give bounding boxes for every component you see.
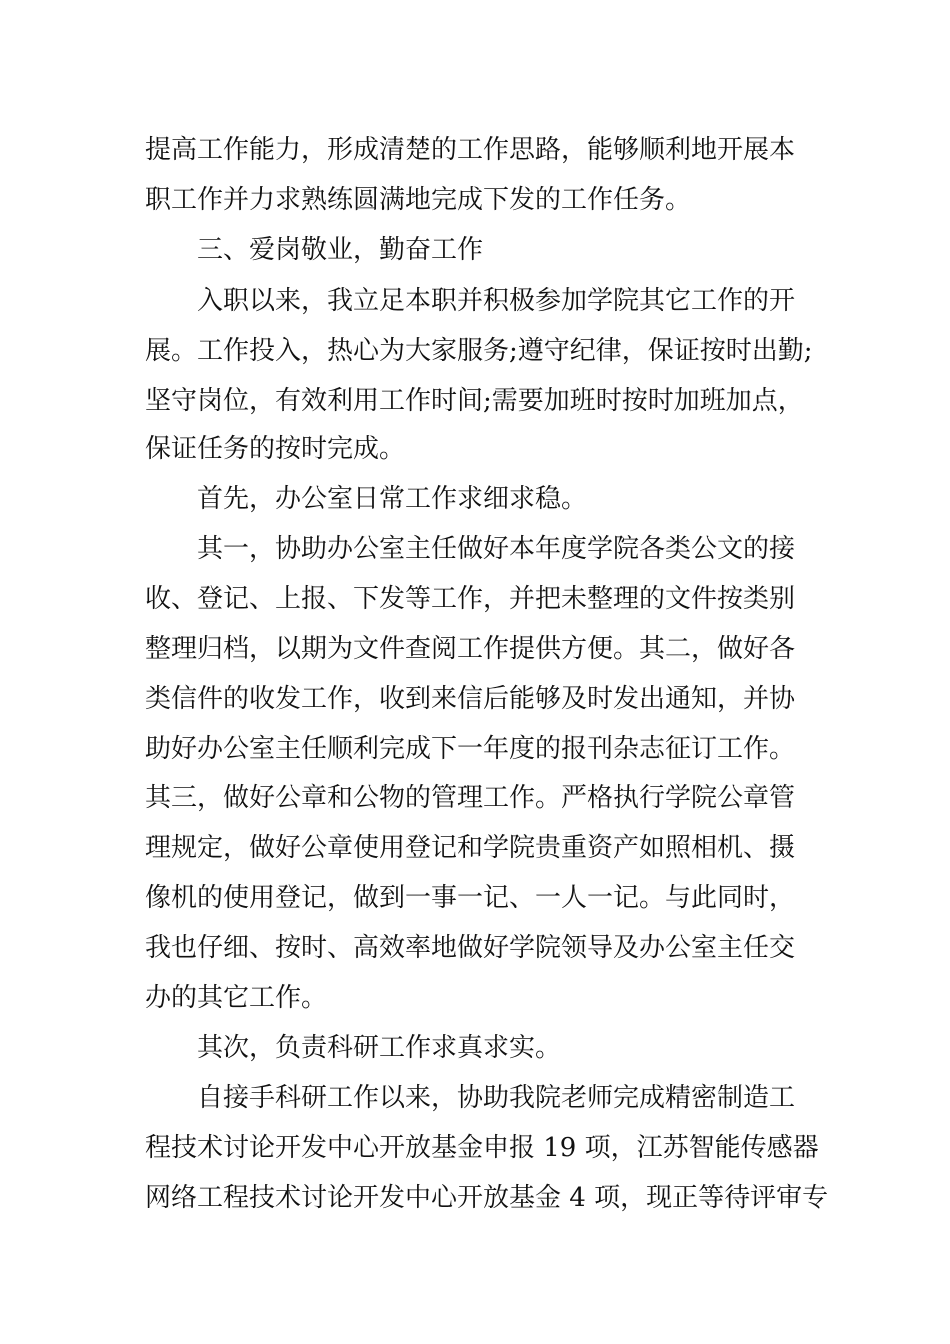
text-line-1: 提高工作能力，形成清楚的工作思路，能够顺利地开展本 xyxy=(145,135,796,165)
text-line-13: 助好办公室主任顺利完成下一年度的报刊杂志征订工作。 xyxy=(145,734,796,764)
text-line-5: 展。工作投入，热心为大家服务;遵守纪律，保证按时出勤; xyxy=(145,336,813,366)
text-line-20: 自接手科研工作以来，协助我院老师完成精密制造工 xyxy=(197,1083,796,1113)
text-line-4: 入职以来，我立足本职并积极参加学院其它工作的开 xyxy=(197,286,796,316)
text-line-6: 坚守岗位，有效利用工作时间;需要加班时按时加班加点， xyxy=(145,386,804,416)
text-line-22: 网络工程技术讨论开发中心开放基金 4 项，现正等待评审专 xyxy=(145,1183,829,1213)
section-heading: 三、爱岗敬业，勤奋工作 xyxy=(197,235,484,265)
text-line-21: 程技术讨论开发中心开放基金申报 19 项，江苏智能传感器 xyxy=(145,1133,819,1163)
text-line-18: 办的其它工作。 xyxy=(145,983,328,1013)
text-line-17: 我也仔细、按时、高效率地做好学院领导及办公室主任交 xyxy=(145,933,796,963)
text-line-7: 保证任务的按时完成。 xyxy=(145,434,406,464)
text-line-10: 收、登记、上报、下发等工作，并把未整理的文件按类别 xyxy=(145,584,796,614)
text-line-16: 像机的使用登记，做到一事一记、一人一记。与此同时， xyxy=(145,883,796,913)
subheading-second: 其次，负责科研工作求真求实。 xyxy=(197,1033,562,1063)
text-line-2: 职工作并力求熟练圆满地完成下发的工作任务。 xyxy=(145,185,692,215)
text-line-11: 整理归档，以期为文件查阅工作提供方便。其二，做好各 xyxy=(145,634,796,664)
text-line-12: 类信件的收发工作，收到来信后能够及时发出通知，并协 xyxy=(145,684,796,714)
text-line-9: 其一，协助办公室主任做好本年度学院各类公文的接 xyxy=(197,534,796,564)
subheading-first: 首先，办公室日常工作求细求稳。 xyxy=(197,484,588,514)
text-line-14: 其三，做好公章和公物的管理工作。严格执行学院公章管 xyxy=(145,783,796,813)
text-line-15: 理规定，做好公章使用登记和学院贵重资产如照相机、摄 xyxy=(145,833,796,863)
